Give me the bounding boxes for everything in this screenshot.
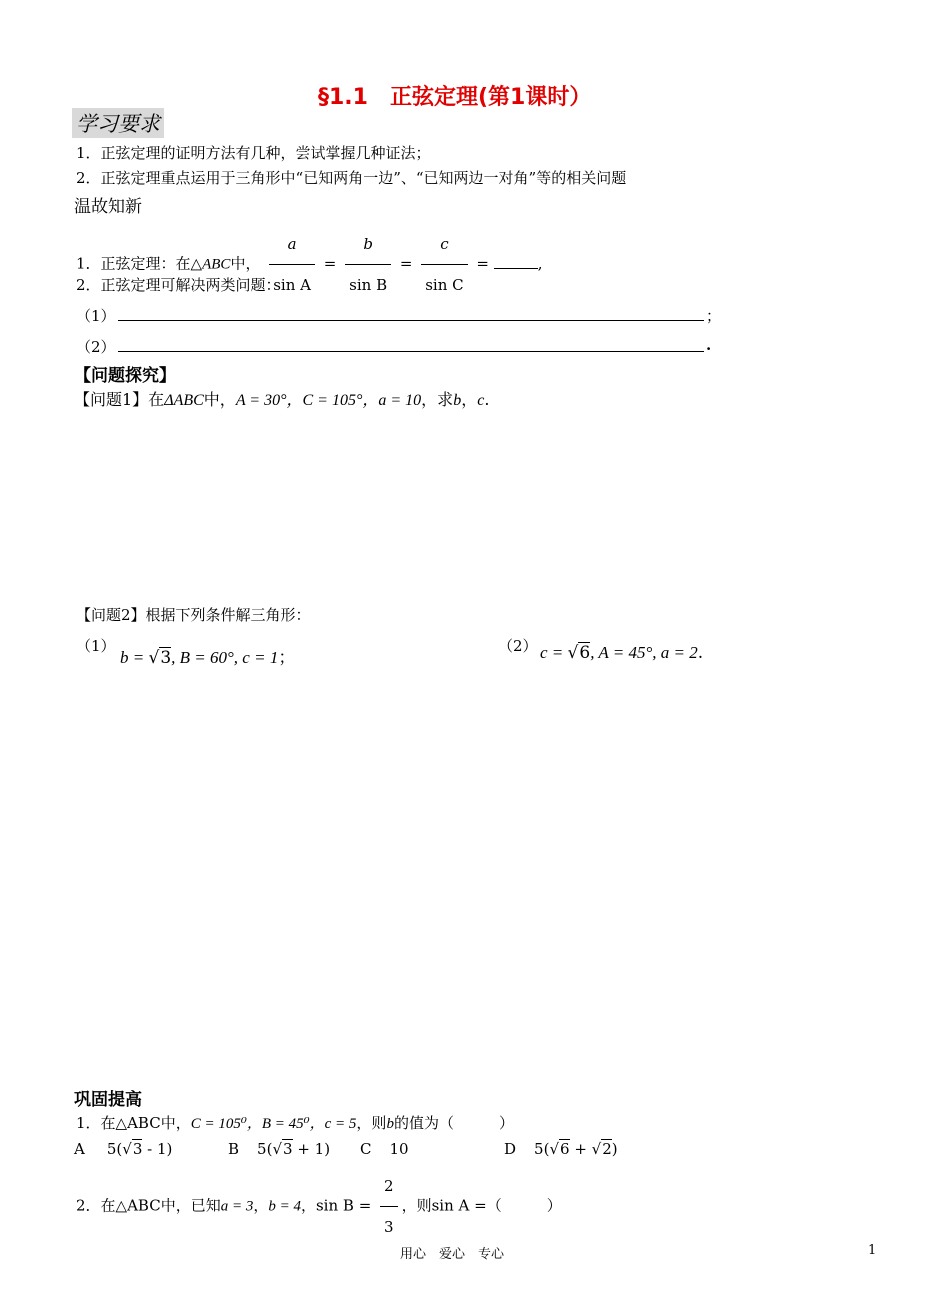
option-A[interactable]: [74, 1140, 172, 1158]
option-B-post: + 1): [292, 1140, 331, 1158]
option-A-root: 3: [132, 1140, 143, 1158]
fraction-two-thirds: [380, 1166, 398, 1247]
blank-2-end: .: [706, 336, 712, 354]
question-2-2-conditions: [540, 643, 703, 663]
option-D-post: ): [611, 1140, 618, 1158]
blank-line-1[interactable]: [118, 320, 704, 321]
practice-2-tail: =（ ）: [469, 1196, 562, 1215]
question-1-c: c: [477, 392, 485, 409]
question-1-end: .: [484, 390, 490, 409]
section-heading-requirements: 学习要求: [72, 108, 164, 138]
frac-b-den: sin B: [345, 264, 391, 305]
q2-2-end: .: [697, 643, 704, 663]
sqrt-symbol: √: [549, 1140, 559, 1158]
practice-2: [76, 1166, 562, 1247]
practice-1-b: b: [386, 1116, 394, 1132]
review-item-2: 2．正弦定理可解决两类问题：: [76, 276, 281, 294]
frac-a-num: a: [287, 235, 297, 253]
option-D-root-2: 2: [602, 1140, 612, 1158]
question-1-b: b: [453, 392, 462, 409]
equals-2: =: [399, 254, 413, 273]
frac-c-num: c: [440, 235, 449, 253]
frac-c-den: sin C: [421, 264, 467, 305]
q2-1-end: ；: [278, 648, 296, 668]
section-heading-explore: 【问题探究】: [74, 366, 176, 386]
question-1-ask: ，求: [421, 390, 454, 409]
option-B-root: 3: [283, 1140, 293, 1158]
option-D-root-1: 6: [560, 1140, 570, 1158]
option-C-label: C: [360, 1140, 372, 1158]
option-A-post: - 1): [142, 1140, 173, 1158]
option-A-label: A: [74, 1140, 85, 1158]
practice-1-prefix: 1．在△ABC中，: [76, 1114, 191, 1132]
question-1-conditions: A = 30°，C = 105°，a = 10: [235, 392, 422, 409]
requirement-item-2: 2．正弦定理重点运用于三角形中“已知两角一边”、“已知两边一对角”等的相关问题: [76, 169, 627, 187]
sine-rule-end: ,: [537, 254, 543, 273]
blank-1-end: ；: [706, 307, 722, 325]
question-1-label: 【问题1】在: [74, 390, 165, 409]
q2-1-root: 3: [160, 648, 172, 668]
practice-2-prefix: 2．在△ABC中，已知: [76, 1196, 221, 1215]
option-D-mid: +: [569, 1140, 592, 1158]
practice-1-conditions: C = 105⁰，B = 45⁰，c = 5: [190, 1116, 357, 1132]
question-1-zhong: 中，: [203, 390, 236, 409]
page-title: §1.1 正弦定理(第1课时）: [318, 85, 592, 110]
practice-2-b: b = 4: [268, 1198, 301, 1215]
practice-2-sep-1: ，: [253, 1196, 269, 1215]
question-2-1-label: （1）: [76, 637, 116, 655]
practice-2-sep-2: ，: [300, 1196, 316, 1215]
option-C[interactable]: [360, 1140, 409, 1158]
practice-2-then: ，则: [401, 1196, 432, 1215]
question-1-sep: ，: [461, 390, 478, 409]
sqrt-symbol: √: [591, 1140, 602, 1158]
q2-1-b: b =: [120, 648, 149, 667]
equals-3: =: [476, 254, 489, 273]
question-2-1-conditions: [120, 643, 295, 668]
footer-text: 用心 爱心 专心: [400, 1247, 505, 1262]
blank-answer[interactable]: [494, 254, 538, 269]
blank-line-2[interactable]: [118, 351, 704, 352]
equals-1: =: [323, 254, 337, 273]
frac-den: 3: [380, 1206, 398, 1247]
frac-b-num: b: [363, 235, 373, 253]
sqrt-symbol: √: [272, 1140, 282, 1158]
practice-1-tail: 的值为（ ）: [393, 1114, 514, 1132]
practice-2-a: a = 3: [220, 1198, 254, 1215]
sqrt-symbol: √: [567, 643, 579, 663]
section-heading-review: 温故知新: [74, 197, 142, 217]
option-B[interactable]: [228, 1140, 330, 1158]
frac-num: 2: [384, 1177, 394, 1195]
option-B-label: B: [228, 1140, 240, 1158]
blank-1-label: （1）: [76, 307, 116, 325]
question-2-2-label: （2）: [498, 637, 538, 655]
fraction-c-over-sinC: [421, 224, 467, 305]
option-D-pre: 5(: [534, 1140, 550, 1158]
question-1-triangle: ΔABC: [164, 392, 204, 409]
practice-1: [76, 1112, 514, 1133]
frac-a-den: sin A: [269, 264, 315, 305]
page-number: 1: [868, 1243, 877, 1258]
sine-rule-zhong: 中，: [230, 254, 261, 273]
sine-rule-prefix: 1．正弦定理：在△: [76, 254, 203, 273]
question-2-label: 【问题2】根据下列条件解三角形：: [76, 606, 311, 624]
practice-1-ask: ，则: [356, 1114, 387, 1132]
option-C-value: 10: [389, 1140, 409, 1158]
q2-1-rest: , B = 60°, c = 1: [171, 648, 279, 667]
q2-2-c: c =: [540, 643, 568, 662]
sqrt-symbol: √: [148, 648, 160, 668]
q2-2-rest: , A = 45°, a = 2: [590, 643, 698, 662]
option-A-pre: 5(: [106, 1140, 123, 1158]
option-B-pre: 5(: [257, 1140, 273, 1158]
option-D-label: D: [504, 1140, 517, 1158]
practice-2-sinB: sin B =: [315, 1196, 377, 1215]
sqrt-symbol: √: [122, 1140, 132, 1158]
practice-2-sinA: sin A: [431, 1196, 470, 1215]
q2-2-root: 6: [579, 643, 591, 663]
requirement-item-1: 1．正弦定理的证明方法有几种，尝试掌握几种证法；: [76, 144, 431, 162]
option-D[interactable]: [504, 1140, 618, 1158]
section-heading-improve: 巩固提高: [74, 1090, 142, 1110]
blank-2-label: （2）: [76, 338, 116, 356]
triangle-name: ABC: [202, 256, 231, 273]
fraction-b-over-sinB: [345, 224, 391, 305]
question-1: [74, 387, 489, 410]
